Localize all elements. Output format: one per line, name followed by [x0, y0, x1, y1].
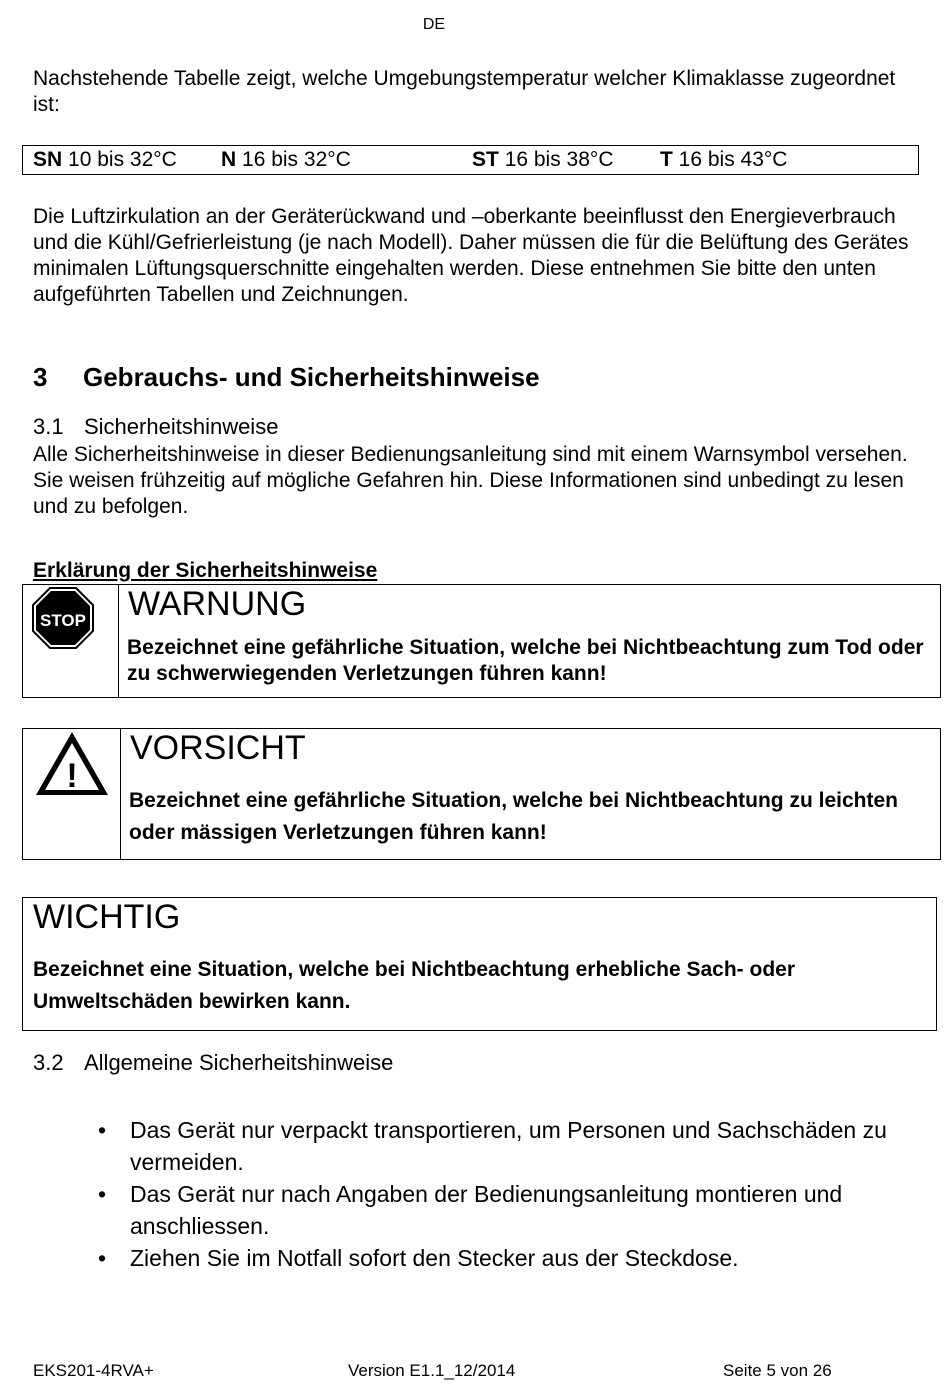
- intro-paragraph: Nachstehende Tabelle zeigt, welche Umgebungstemperatur welcher Klimaklasse zugeordnet ist:: [33, 67, 896, 116]
- air-circulation-paragraph: Die Luftzirkulation an der Geräterückwand und –oberkante beeinflusst den Energieverbrauch und die Kühl/Gefrierleistung (je nach Modell). Daher müssen die für die Belüftung des Gerätes minimalen Lüftungsquerschnitte eingehalten werden. Diese entnehmen Sie bitte den unten aufgeführten Tabellen und Zeichnungen.: [33, 205, 909, 306]
- bullet-icon: •: [98, 1181, 107, 1207]
- bullet-icon: •: [98, 1245, 107, 1271]
- caution-box: [22, 728, 941, 860]
- warning-triangle-icon: [33, 729, 111, 799]
- warning-text: Bezeichnet eine gefährliche Situation, welche bei Nichtbeachtung zum Tod oder zu schwerwiegenden Verletzungen führen kann!: [127, 636, 924, 685]
- section-3-heading: 3 Gebrauchs- und Sicherheitshinweise: [33, 362, 540, 392]
- list-item: • Das Gerät nur verpackt transportieren, um Personen und Sachschäden zu vermeiden.: [98, 1114, 908, 1178]
- warning-box: [22, 584, 941, 698]
- section-3-2-heading: 3.2 Allgemeine Sicherheitshinweise: [33, 1050, 394, 1075]
- page-language-label: DE: [422, 16, 446, 33]
- footer-model: EKS201-4RVA+: [33, 1361, 154, 1380]
- warning-icon-cell: [23, 585, 119, 697]
- warning-title: WARNUNG: [128, 585, 307, 623]
- footer-version: Version E1.1_12/2014: [348, 1361, 516, 1380]
- bullet-icon: •: [98, 1117, 107, 1143]
- footer-page-number: Seite 5 von 26: [723, 1361, 832, 1380]
- section-3-1-heading: 3.1 Sicherheitshinweise: [33, 414, 279, 439]
- important-text: Bezeichnet eine Situation, welche bei Nichtbeachtung erhebliche Sach- oder Umweltschäden bewirken kann.: [33, 958, 795, 1013]
- list-item: • Das Gerät nur nach Angaben der Bedienungsanleitung montieren und anschliessen.: [98, 1178, 908, 1242]
- safety-notes-paragraph: Alle Sicherheitshinweise in dieser Bedienungsanleitung sind mit einem Warnsymbol versehen. Sie weisen frühzeitig auf mögliche Gefahren hin. Diese Informationen sind unbedingt zu lesen und zu befolgen.: [33, 443, 908, 518]
- climate-class-st: ST 16 bis 38°C: [472, 148, 614, 171]
- caution-title: VORSICHT: [130, 729, 306, 767]
- list-item: • Ziehen Sie im Notfall sofort den Stecker aus der Steckdose.: [98, 1242, 908, 1274]
- climate-class-table: [22, 145, 919, 175]
- caution-icon-cell: [23, 729, 121, 859]
- general-safety-list: [98, 1114, 908, 1274]
- stop-sign-label: STOP: [40, 611, 86, 630]
- important-box: [22, 897, 937, 1031]
- warning-triangle-symbol: !: [66, 757, 78, 795]
- caution-text: Bezeichnet eine gefährliche Situation, welche bei Nichtbeachtung zu leichten oder mässigen Verletzungen führen kann!: [129, 789, 898, 844]
- important-title: WICHTIG: [33, 898, 181, 936]
- explanation-heading: Erklärung der Sicherheitshinweise: [33, 559, 378, 582]
- climate-class-t: T 16 bis 43°C: [660, 148, 788, 171]
- stop-sign-icon: [32, 587, 94, 649]
- climate-class-sn: SN 10 bis 32°C: [33, 148, 177, 171]
- climate-class-n: N 16 bis 32°C: [221, 148, 351, 171]
